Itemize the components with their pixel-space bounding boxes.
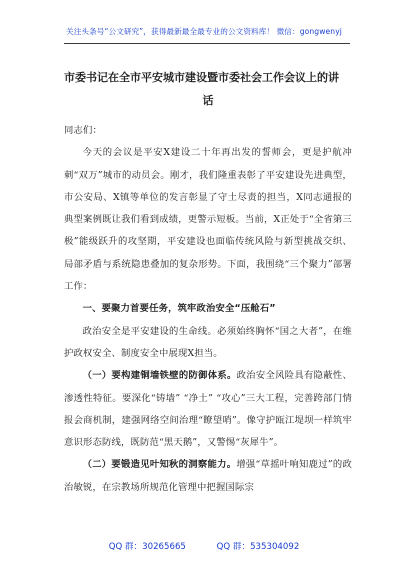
salutation: 同志们：: [64, 125, 102, 136]
header-banner: 关注头条号“公文研究”，获得最新最全最专业的公文资料库！ 微信：gongwenyj: [66, 27, 342, 36]
subheading-1: （一）要构建铜墙铁壁的防御体系。: [82, 370, 237, 382]
subheading-2: （二）要锻造见叶知秋的洞察能力。: [82, 459, 237, 471]
section-heading-1: 一、要聚力首要任务，筑牢政治安全“压舱石”: [82, 303, 276, 315]
title-line-2: 话: [202, 94, 214, 107]
title-line-1: 市委书记在全市平安城市建设暨市委社会工作会议上的讲: [64, 71, 339, 84]
paragraph-insight-text: 增强“草摇叶响知鹿过”的政治敏锐，在宗教场所规范化管理中把握国际宗: [64, 459, 353, 493]
footer-qq-group-2: QQ 群：535304092: [216, 542, 300, 552]
header-divider: [64, 43, 350, 44]
paragraph-intro: 今天的会议是平安X建设二十年再出发的誓师会，更是护航冲刺“双万”城市的动员会。刚才，我们隆重表彰了平安建设先进典型，市公安局、X镇等单位的发言彰显了守土尽责的担当，X同志通报的典型案例既让我们看到成绩，更警示短板。当前，X正处于“全省第三极”能级跃升的攻坚期，平安建设也面临传统风险与新型挑战交织、局部矛盾与系统隐患叠加的复杂形势。下面，我围绕“三个聚力”部署工作：: [64, 147, 352, 293]
footer-qq-group-1: QQ 群：30265665: [108, 542, 186, 552]
paragraph-defense-system: [64, 365, 352, 454]
paragraph-defense-text: 政治安全风险具有隐蔽性、渗透性特征。要深化“铸墙” “净土” “攻心”三大工程，完善跨部门情报会商机制，建强网络空间治理“瞭望哨”。像守护瓯江堤坝一样筑牢意识形态防线，既防范“黑天鹅”，又警惕“灰犀牛”。: [64, 370, 352, 449]
footer: [0, 540, 408, 552]
document-title: [64, 66, 352, 112]
paragraph-political-security: 政治安全是平安建设的生命线。必须始终胸怀“国之大者”，在维护政权安全、制度安全中展现X担当。: [64, 325, 352, 359]
document-body: [64, 120, 352, 499]
paragraph-insight: [64, 454, 352, 499]
